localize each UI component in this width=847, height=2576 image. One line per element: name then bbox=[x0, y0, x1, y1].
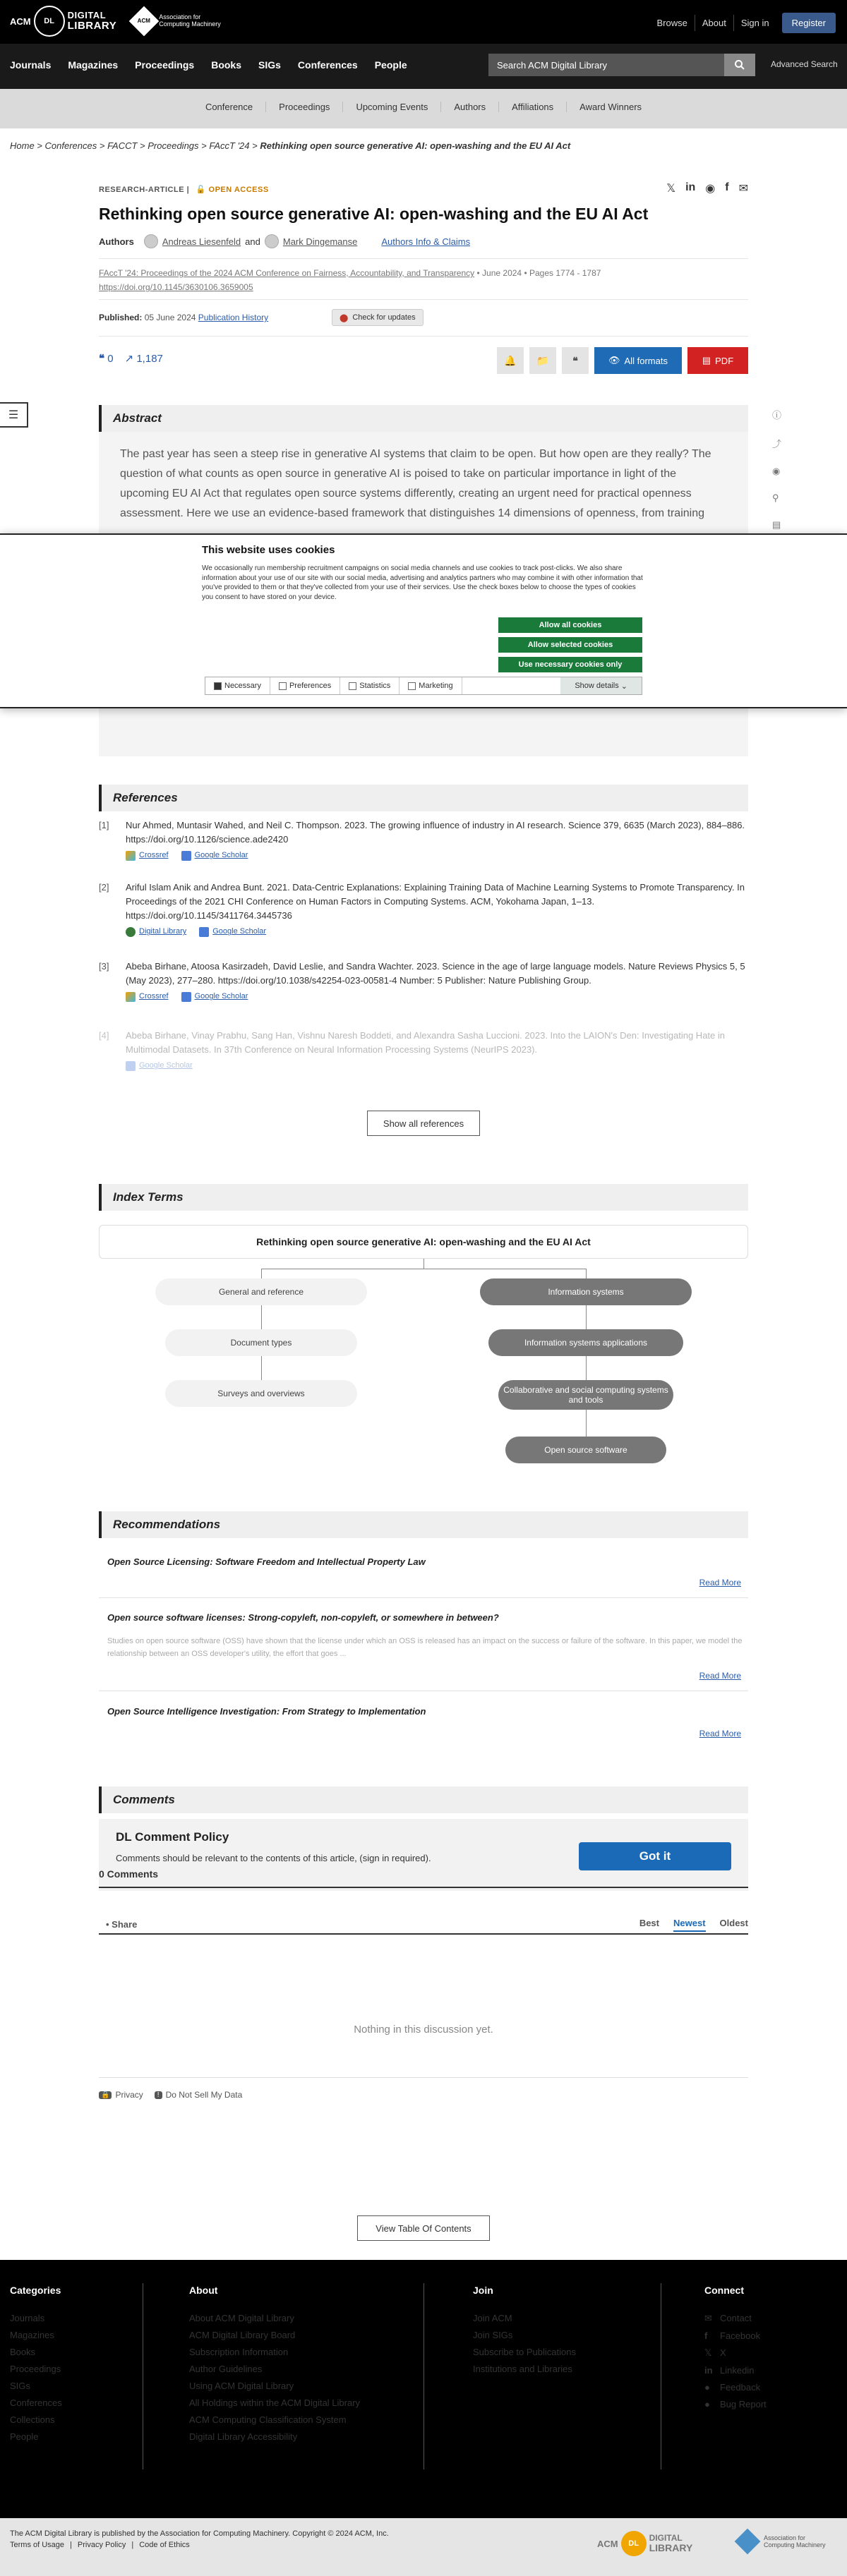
scholar-icon bbox=[126, 1061, 136, 1071]
footer-link-label: Feedback bbox=[720, 2382, 761, 2393]
crossref-icon bbox=[126, 992, 136, 1002]
main-nav bbox=[0, 44, 847, 89]
footer-link-label: X bbox=[720, 2347, 726, 2358]
page-range: Pages 1774 - 1787 bbox=[529, 268, 601, 278]
citations-metric[interactable] bbox=[99, 352, 114, 365]
scholar-label: Google Scholar bbox=[212, 927, 267, 936]
reference-item bbox=[99, 960, 748, 1003]
tree-line bbox=[586, 1305, 587, 1329]
show-details-label: Show details bbox=[575, 682, 619, 690]
index-term-is-applications[interactable]: Information systems applications bbox=[488, 1329, 683, 1356]
reference-text: Ariful Islam Anik and Andrea Bunt. 2021. Data-Centric Explanations: Explaining Training Data of Machine Learning Systems to Promote Transparency. In Proceedings of the 2021 CHI Conference on Human Factors in Computing Systems. ACM, Yokohama Japan, 1–13. https://doi.org/10.1145/3411764.3445736 bbox=[126, 882, 745, 921]
footer-about bbox=[189, 2285, 360, 2448]
footer-link[interactable]: SIGs bbox=[10, 2381, 30, 2391]
breadcrumb-facct[interactable]: FACCT bbox=[107, 140, 138, 151]
check-for-updates-button[interactable] bbox=[332, 309, 424, 326]
share-icon[interactable]: ⚲ bbox=[772, 492, 779, 503]
subnav-award-winners[interactable]: Award Winners bbox=[566, 102, 654, 112]
footer-link[interactable]: Books bbox=[10, 2347, 36, 2357]
show-all-references-button[interactable]: Show all references bbox=[367, 1111, 480, 1136]
cookie-opt-label: Marketing bbox=[419, 682, 453, 690]
info-icon[interactable]: ⓘ bbox=[772, 410, 782, 421]
footer-link[interactable]: Journals bbox=[10, 2313, 45, 2323]
journal-link[interactable]: FAccT '24: Proceedings of the 2024 ACM Conference on Fairness, Accountability, and Transparency bbox=[99, 268, 475, 278]
footer-link[interactable]: ACM Digital Library Board bbox=[189, 2330, 296, 2340]
tree-line bbox=[261, 1356, 262, 1380]
page-title: Rethinking open source generative AI: open-washing and the EU AI Act bbox=[99, 205, 649, 223]
contact-link[interactable] bbox=[704, 2313, 767, 2324]
open-access-badge bbox=[196, 186, 269, 194]
cookie-opt-label: Necessary bbox=[224, 682, 261, 690]
google-scholar-link[interactable] bbox=[126, 1060, 193, 1072]
lock-icon: 🔒 bbox=[99, 2091, 112, 2099]
privacy-policy-link[interactable]: Privacy Policy bbox=[77, 2541, 126, 2549]
sub-nav bbox=[0, 89, 847, 128]
linkedin-icon: in bbox=[704, 2365, 713, 2376]
nav-proceedings[interactable]: Proceedings bbox=[135, 59, 195, 71]
divider bbox=[99, 1887, 748, 1888]
downloads-metric[interactable] bbox=[125, 352, 163, 365]
avatar bbox=[144, 234, 158, 248]
logo-library: LIBRARY bbox=[67, 19, 117, 32]
bottom-links: Terms of Usage | Privacy Policy | Code of Ethics bbox=[10, 2541, 190, 2549]
divider bbox=[99, 336, 748, 337]
feedback-icon: ● bbox=[704, 2382, 710, 2393]
cite-button[interactable] bbox=[562, 347, 589, 374]
top-links bbox=[649, 13, 836, 33]
footer-heading: Join bbox=[473, 2285, 493, 2296]
bell-icon: 🔔 bbox=[504, 354, 517, 366]
sort-oldest[interactable]: Oldest bbox=[719, 1918, 748, 1928]
tree-line bbox=[586, 1269, 587, 1278]
assoc-line2: Computing Machinery bbox=[764, 2541, 826, 2548]
register-button[interactable]: Register bbox=[782, 13, 836, 33]
scholar-icon bbox=[181, 992, 191, 1002]
save-to-binder-button[interactable] bbox=[529, 347, 556, 374]
divider bbox=[99, 2077, 748, 2078]
breadcrumb-proceedings[interactable]: Proceedings bbox=[148, 140, 199, 151]
article-type: RESEARCH-ARTICLE | 🔓 OPEN ACCESS bbox=[99, 186, 269, 194]
crossref-label: Crossref bbox=[139, 992, 169, 1001]
tree-line bbox=[586, 1356, 587, 1380]
tree-line bbox=[586, 1410, 587, 1437]
pdf-label: PDF bbox=[715, 355, 734, 366]
cookie-opt-preferences[interactable] bbox=[270, 677, 340, 694]
publication-date: June 2024 bbox=[482, 268, 522, 278]
footer-link[interactable]: Proceedings bbox=[10, 2364, 61, 2374]
footer-link[interactable]: About ACM Digital Library bbox=[189, 2313, 294, 2323]
subnav-affiliations[interactable]: Affiliations bbox=[498, 102, 566, 112]
acm-association-logo[interactable] bbox=[133, 11, 221, 32]
subnav-conference[interactable]: Conference bbox=[205, 102, 253, 112]
index-tree-root: Rethinking open source generative AI: open-washing and the EU AI Act bbox=[99, 1225, 748, 1259]
acm-diamond-icon: ACM bbox=[129, 6, 159, 36]
search-input[interactable]: Search ACM Digital Library bbox=[488, 54, 727, 76]
allow-selected-cookies-button[interactable]: Allow selected cookies bbox=[498, 637, 642, 653]
comment-policy-text: Comments should be relevant to the contents of this article, (sign in required). bbox=[116, 1853, 431, 1863]
linkedin-link[interactable] bbox=[704, 2365, 767, 2376]
comment-count: 0 Comments bbox=[99, 1868, 159, 1880]
footer-link[interactable]: Using ACM Digital Library bbox=[189, 2381, 294, 2391]
folder-plus-icon: 📁 bbox=[536, 354, 549, 366]
footer-link[interactable]: Subscribe to Publications bbox=[473, 2347, 576, 2357]
footer-link[interactable]: Join SIGs bbox=[473, 2330, 513, 2340]
comments-heading: Comments bbox=[99, 1786, 748, 1813]
tree-line bbox=[261, 1305, 262, 1329]
recommendation-title[interactable]: Open Source Intelligence Investigation: From Strategy to Implementation bbox=[107, 1706, 426, 1717]
bug-report-link[interactable] bbox=[704, 2399, 767, 2409]
cookie-opt-label: Statistics bbox=[359, 682, 391, 690]
crossref-label: Crossref bbox=[139, 851, 169, 860]
pdf-button[interactable] bbox=[687, 347, 748, 374]
doi-link[interactable]: https://doi.org/10.1145/3630106.3659005 bbox=[99, 282, 253, 292]
cookie-text: We occasionally run membership recruitment campaigns on social media channels and use cookies to track post-clicks. We also share information about your use of our site with our social media, advertising and analytics partners who may combine it with other information that you've provided to them or that they've collected from your use of their services. Use the check boxes below to choose the types of cookies you consent to have stored on your device. bbox=[202, 564, 643, 601]
search-icon bbox=[734, 59, 745, 71]
dnsmd-label: Do Not Sell My Data bbox=[165, 2090, 243, 2100]
footer-link[interactable]: Institutions and Libraries bbox=[473, 2364, 572, 2374]
browse-link[interactable]: Browse bbox=[656, 18, 687, 28]
footer-connect bbox=[704, 2285, 767, 2416]
doc-icon[interactable]: ▤ bbox=[772, 519, 781, 530]
cookie-opt-statistics[interactable] bbox=[340, 677, 400, 694]
google-scholar-link[interactable] bbox=[181, 991, 248, 1003]
recommendation-title[interactable]: Open Source Licensing: Software Freedom and Intellectual Property Law bbox=[107, 1556, 426, 1567]
reference-number: [1] bbox=[99, 820, 109, 830]
terms-link[interactable]: Terms of Usage bbox=[10, 2541, 65, 2549]
footer-link[interactable]: Join ACM bbox=[473, 2313, 512, 2323]
assoc-line1: Association for bbox=[764, 2534, 806, 2541]
subnav-upcoming-events[interactable]: Upcoming Events bbox=[342, 102, 440, 112]
read-more-link[interactable]: Read More bbox=[699, 1671, 741, 1681]
advanced-search-link[interactable]: Advanced Search bbox=[771, 59, 838, 69]
list-icon: ☰ bbox=[8, 409, 19, 421]
footer-link[interactable]: Conferences bbox=[10, 2397, 62, 2408]
footer-link-label: Contact bbox=[720, 2313, 752, 2323]
acm-dl-logo[interactable] bbox=[10, 6, 221, 37]
share-button[interactable]: • Share bbox=[106, 1919, 138, 1930]
checkbox-icon bbox=[279, 682, 287, 690]
footer-link[interactable]: Collections bbox=[10, 2414, 55, 2425]
cookie-title: This website uses cookies bbox=[202, 544, 335, 556]
divider bbox=[99, 1597, 748, 1598]
cookie-opt-marketing[interactable] bbox=[400, 677, 462, 694]
reference-number: [3] bbox=[99, 961, 109, 972]
breadcrumb-home[interactable]: Home bbox=[10, 140, 35, 151]
index-term-information-systems[interactable]: Information systems bbox=[480, 1278, 692, 1305]
toc-toggle-button[interactable] bbox=[0, 402, 28, 428]
index-term-general-reference[interactable]: General and reference bbox=[155, 1278, 367, 1305]
copyright: The ACM Digital Library is published by the Association for Computing Machinery. Copyright © 2024 ACM, Inc. bbox=[10, 2529, 389, 2538]
nav-people[interactable]: People bbox=[374, 59, 407, 71]
index-term-open-source-software[interactable]: Open source software bbox=[505, 1437, 666, 1463]
chart-icon[interactable]: ⤴ bbox=[772, 439, 782, 449]
abstract-text: The past year has seen a steep rise in generative AI systems that claim to be open. But how open are they really? The question of what counts as open source in generative AI is poised to take on particular importance in light of the upcoming EU AI Act that regulates open source systems differently, creating an urgent need for practical openness assessment. Here we use an evidence-based framework that distinguishes 14 dimensions of openness, from training bbox=[120, 448, 711, 519]
citations-count: 0 bbox=[107, 353, 114, 365]
email-icon[interactable]: ✉ bbox=[738, 183, 748, 195]
subnav-authors[interactable]: Authors bbox=[440, 102, 498, 112]
subnav-proceedings[interactable]: Proceedings bbox=[265, 102, 342, 112]
crossref-icon bbox=[126, 851, 136, 861]
reference-number: [2] bbox=[99, 882, 109, 893]
recommendation-snippet: Studies on open source software (OSS) have shown that the license under which an OSS is released has an impact on the success or failure of the software. In this paper, we model the relationship between an OSS developer's utility, the effort that goes ... bbox=[107, 1637, 743, 1658]
checkbox-icon bbox=[349, 682, 356, 690]
nav-journals[interactable]: Journals bbox=[10, 59, 52, 71]
dl-label: Digital Library bbox=[139, 927, 187, 936]
side-rail bbox=[772, 408, 781, 531]
author-link-1[interactable]: Andreas Liesenfeld bbox=[162, 236, 241, 247]
breadcrumb-current: Rethinking open source generative AI: open-washing and the EU AI Act bbox=[260, 140, 571, 151]
nav-magazines[interactable]: Magazines bbox=[68, 59, 119, 71]
reference-item bbox=[99, 1029, 748, 1072]
code-of-ethics-link[interactable]: Code of Ethics bbox=[139, 2541, 190, 2549]
authors-and: and bbox=[245, 236, 260, 247]
nav-books[interactable]: Books bbox=[211, 59, 241, 71]
authors-row bbox=[99, 234, 748, 248]
published-label: Published: bbox=[99, 313, 143, 322]
cookie-options bbox=[205, 677, 642, 695]
warning-icon: ! bbox=[155, 2091, 162, 2099]
top-bar bbox=[0, 0, 847, 44]
published-row bbox=[99, 313, 748, 322]
bottom-bar bbox=[0, 2518, 847, 2576]
view-toc-button[interactable]: View Table Of Contents bbox=[357, 2215, 490, 2241]
comment-policy-title: DL Comment Policy bbox=[116, 1830, 229, 1844]
footer-acm-logo[interactable] bbox=[738, 2532, 826, 2551]
search-button[interactable] bbox=[724, 54, 755, 76]
logo-digital: DIGITAL bbox=[67, 10, 107, 21]
dl-logo-icon: DL bbox=[621, 2531, 647, 2556]
tree-line bbox=[261, 1269, 262, 1278]
reference-number: [4] bbox=[99, 1030, 109, 1041]
authors-label: Authors bbox=[99, 236, 134, 247]
publication-history-link[interactable]: Publication History bbox=[198, 313, 269, 322]
check-updates-label: Check for updates bbox=[352, 313, 416, 322]
index-terms-heading: Index Terms bbox=[99, 1184, 748, 1211]
footer-link-label: Bug Report bbox=[720, 2399, 767, 2409]
divider bbox=[99, 258, 748, 259]
all-formats-label: All formats bbox=[624, 355, 668, 366]
facebook-link[interactable] bbox=[704, 2330, 767, 2341]
checkbox-icon bbox=[408, 682, 416, 690]
footer-categories bbox=[10, 2285, 62, 2448]
sort-best[interactable]: Best bbox=[639, 1918, 659, 1928]
breadcrumb-facct24[interactable]: FAccT '24 bbox=[209, 140, 250, 151]
cookie-opt-label: Preferences bbox=[289, 682, 332, 690]
linkedin-icon[interactable]: in bbox=[685, 181, 696, 193]
article-actions bbox=[497, 347, 748, 374]
footer-link[interactable]: People bbox=[10, 2431, 39, 2442]
nav-sigs[interactable]: SIGs bbox=[258, 59, 281, 71]
divider bbox=[99, 1933, 748, 1935]
facebook-icon[interactable]: f bbox=[725, 181, 729, 193]
footer-link[interactable]: ACM Computing Classification System bbox=[189, 2414, 347, 2425]
read-more-link[interactable]: Read More bbox=[699, 1729, 741, 1739]
sort-newest[interactable]: Newest bbox=[673, 1918, 706, 1932]
downloads-count: 1,187 bbox=[136, 353, 163, 365]
quote-icon: ❝ bbox=[99, 353, 105, 365]
footer-link[interactable]: Digital Library Accessibility bbox=[189, 2431, 298, 2442]
disqus-footer bbox=[99, 2090, 242, 2100]
footer-join bbox=[473, 2285, 576, 2381]
reference-item bbox=[99, 818, 748, 861]
quote-icon: ❝ bbox=[572, 354, 578, 366]
scholar-label: Google Scholar bbox=[194, 992, 248, 1001]
author-link-2[interactable]: Mark Dingemanse bbox=[282, 236, 358, 247]
cookie-opt-necessary[interactable] bbox=[205, 677, 270, 694]
acm-diamond-icon bbox=[735, 2529, 761, 2555]
facebook-icon: f bbox=[704, 2330, 708, 2341]
alert-button[interactable] bbox=[497, 347, 524, 374]
x-icon: 𝕏 bbox=[704, 2347, 712, 2358]
acm-text: ACM bbox=[10, 16, 31, 27]
footer-heading: About bbox=[189, 2285, 218, 2296]
divider bbox=[99, 299, 748, 300]
index-term-surveys-overviews[interactable]: Surveys and overviews bbox=[165, 1380, 357, 1407]
breadcrumb-conferences[interactable]: Conferences bbox=[44, 140, 97, 151]
show-details-button[interactable] bbox=[560, 677, 642, 694]
footer-link-label: Facebook bbox=[720, 2330, 761, 2341]
feedback-link[interactable] bbox=[704, 2382, 767, 2393]
reference-text: Abeba Birhane, Atoosa Kasirzadeh, David Leslie, and Sandra Wachter. 2023. Science in the age of large language models. Nature Reviews Physics 5, 5 (May 2023), 277–280. https://doi.org/10.1038/s42254-023-00581-4 Number: 5 Publisher: Nature Publishing Group. bbox=[126, 961, 745, 986]
footer-dl-logo[interactable] bbox=[597, 2531, 692, 2556]
open-access-label: OPEN ACCESS bbox=[208, 186, 269, 194]
dl-icon bbox=[126, 927, 136, 937]
checkbox-icon bbox=[214, 682, 222, 690]
footer-heading: Connect bbox=[704, 2285, 744, 2296]
all-formats-button[interactable] bbox=[594, 347, 682, 374]
journal-info: FAccT '24: Proceedings of the 2024 ACM Conference on Fairness, Accountability, and Transparency • June 2024 • Pages 1774 - 1787 bbox=[99, 268, 601, 278]
x-icon[interactable]: 𝕏 bbox=[666, 183, 676, 195]
acm-text: ACM bbox=[597, 2538, 618, 2549]
empty-discussion: Nothing in this discussion yet. bbox=[354, 2024, 493, 2036]
open-access-icon: 🔓 bbox=[196, 186, 206, 194]
share-label: Share bbox=[112, 1919, 138, 1930]
nav-conferences[interactable]: Conferences bbox=[297, 59, 358, 71]
assoc-line2: Computing Machinery bbox=[159, 20, 221, 28]
pdf-icon: ▤ bbox=[702, 355, 711, 365]
reference-item bbox=[99, 881, 748, 938]
metrics bbox=[99, 352, 163, 365]
chevron-down-icon: ⌄ bbox=[620, 682, 627, 691]
share-icons bbox=[666, 181, 748, 195]
abstract-heading: Abstract bbox=[99, 405, 748, 432]
trend-icon: ↗ bbox=[124, 353, 134, 365]
eye-icon[interactable]: ◉ bbox=[772, 466, 781, 476]
eye-icon: 👁 bbox=[608, 355, 620, 365]
dl-logo-icon: DL bbox=[34, 6, 65, 37]
got-it-button[interactable]: Got it bbox=[579, 1842, 731, 1870]
scholar-label: Google Scholar bbox=[194, 851, 248, 860]
references-heading: References bbox=[99, 785, 748, 811]
crossref-link[interactable] bbox=[126, 849, 169, 861]
reddit-icon[interactable]: ◉ bbox=[705, 183, 716, 195]
scholar-label: Google Scholar bbox=[139, 1061, 193, 1070]
logo-digital: DIGITAL bbox=[649, 2533, 683, 2544]
recommendation-title[interactable]: Open source software licenses: Strong-copyleft, non-copyleft, or somewhere in between? bbox=[107, 1612, 499, 1623]
necessary-cookies-only-button[interactable]: Use necessary cookies only bbox=[498, 657, 642, 672]
authors-info-link[interactable]: Authors Info & Claims bbox=[381, 236, 471, 247]
avatar bbox=[265, 234, 279, 248]
about-link[interactable]: About bbox=[695, 15, 733, 31]
footer-heading: Categories bbox=[10, 2285, 61, 2296]
read-more-link[interactable]: Read More bbox=[699, 1578, 741, 1588]
bug-icon: ● bbox=[704, 2399, 710, 2409]
footer-link[interactable]: Subscription Information bbox=[189, 2347, 289, 2357]
comment-sort bbox=[639, 1918, 748, 1932]
index-term-collaborative-social[interactable]: Collaborative and social computing systems and tools bbox=[498, 1380, 673, 1410]
logo-library: LIBRARY bbox=[649, 2541, 693, 2553]
google-scholar-link[interactable] bbox=[199, 926, 266, 938]
email-icon: ✉ bbox=[704, 2313, 712, 2323]
digital-library-link[interactable] bbox=[126, 926, 186, 938]
footer-link[interactable]: All Holdings within the ACM Digital Library bbox=[189, 2397, 361, 2408]
allow-all-cookies-button[interactable]: Allow all cookies bbox=[498, 617, 642, 633]
assoc-line1: Association for bbox=[159, 13, 201, 21]
privacy-link[interactable] bbox=[99, 2090, 143, 2100]
x-link[interactable] bbox=[704, 2347, 767, 2359]
reference-text: Nur Ahmed, Muntasir Wahed, and Neil C. Thompson. 2023. The growing influence of industry in AI research. Science 379, 6635 (March 2023), 884–886. https://doi.org/10.1126/science.ade2420 bbox=[126, 820, 745, 845]
footer-link[interactable]: Magazines bbox=[10, 2330, 54, 2340]
index-term-document-types[interactable]: Document types bbox=[165, 1329, 357, 1356]
crossmark-icon: ⬤ bbox=[340, 313, 349, 322]
google-scholar-link[interactable] bbox=[181, 849, 248, 861]
sign-in-link[interactable]: Sign in bbox=[733, 15, 776, 31]
privacy-label: Privacy bbox=[115, 2090, 143, 2100]
article-type-label: RESEARCH-ARTICLE bbox=[99, 186, 185, 194]
scholar-icon bbox=[199, 927, 209, 937]
recommendations-heading: Recommendations bbox=[99, 1511, 748, 1538]
crossref-link[interactable] bbox=[126, 991, 169, 1003]
published-date: 05 June 2024 bbox=[144, 313, 196, 322]
footer-link-label: Linkedin bbox=[720, 2365, 755, 2376]
footer-link[interactable]: Author Guidelines bbox=[189, 2364, 263, 2374]
breadcrumb: Home > Conferences > FACCT > Proceedings > FAccT '24 > Rethinking open source generative AI: open-washing and the EU AI Act bbox=[10, 140, 571, 151]
do-not-sell-link[interactable] bbox=[155, 2090, 242, 2100]
reference-text: Abeba Birhane, Vinay Prabhu, Sang Han, Vishnu Naresh Boddeti, and Alexandra Sasha Luccioni. 2023. Into the LAION's Den: Investigating Hate in Multimodal Datasets. In 37th Conference on Neural Information Processing Systems (NeurIPS 2023). bbox=[126, 1030, 725, 1056]
scholar-icon bbox=[181, 851, 191, 861]
